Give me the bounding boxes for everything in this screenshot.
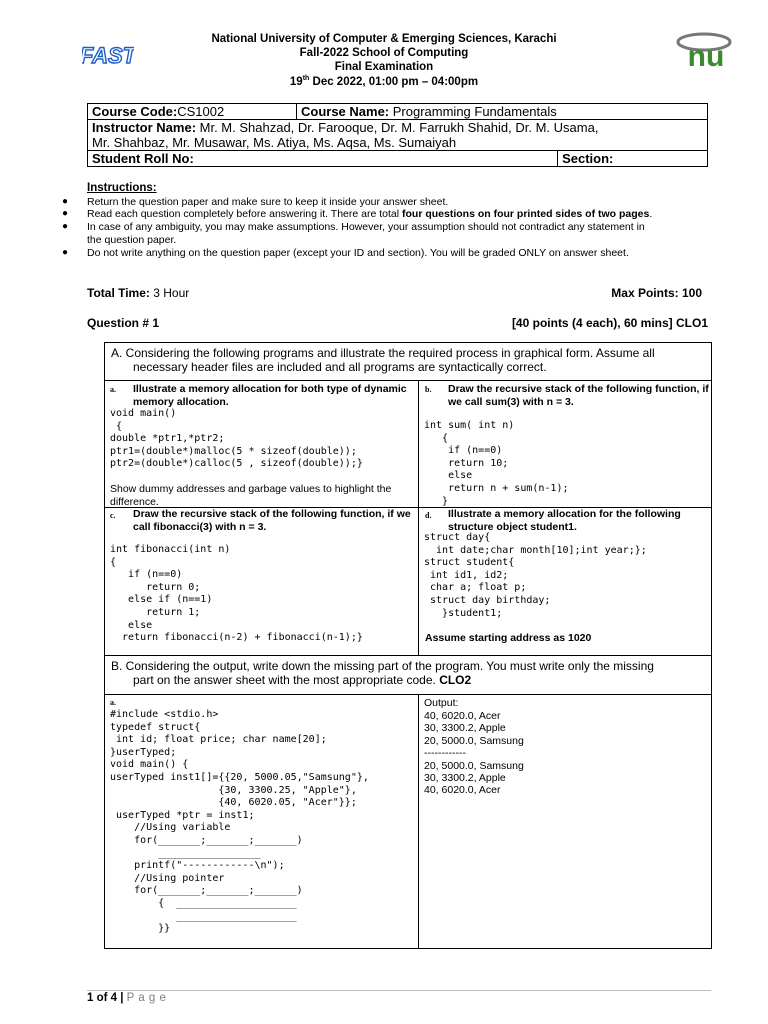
part-b-instruction: B. Considering the output, write down the missing part of the program. You must write only the missing [111,659,654,673]
instruction-item-cont: the question paper. [87,234,177,246]
instructor-names: Mr. M. Shahzad, Dr. Farooque, Dr. M. Farrukh Shahid, Dr. M. Usama, [196,120,599,135]
part-a-instruction: A. Considering the following programs and illustrate the required process in graphical form. Assume all [111,346,655,360]
item-d-code: struct day{ int date;char month[10];int year;}; struct student{ int id1, id2; char a; float p; struct day birthday; }student1; [424,532,647,619]
svg-text:nu: nu [687,40,725,72]
item-letter: c. [110,511,116,520]
bullet: ● [62,247,69,258]
item-c-code: int fibonacci(int n) { if (n==0) return 0; else if (n==1) return 1; else return fibonacci(n-2) + fibonacci(n-1);} [110,544,363,644]
part-a-instruction-cont: necessary header files are included and all programs are syntactically correct. [133,360,547,374]
exam-title: Final Examination [334,61,434,73]
bullet: ● [62,196,69,207]
instruction-item: Do not write anything on the question paper (except your ID and section). You will be graded ONLY on answer sheet. [87,247,629,259]
item-a-code: void main() { double *ptr1,*ptr2; ptr1=(double*)malloc(5 * sizeof(double)); ptr2=(double*)calloc(5 , sizeof(double));} [110,408,363,470]
divider [418,380,419,656]
semester: Fall-2022 School of Computing [299,47,469,59]
svg-text:FAST: FAST [82,43,134,68]
divider [104,380,712,381]
item-d-note: Assume starting address as 1020 [425,632,592,644]
part-b-instruction-cont: part on the answer sheet with the most appropriate code. CLO2 [133,673,472,687]
item-b-title: Draw the recursive stack of the following function, if we call sum(3) with n = 3. [448,383,709,408]
question-title: Question # 1 [87,316,160,330]
item-c-title: Draw the recursive stack of the following function, if we call fibonacci(3) with n = 3. [133,508,411,533]
item-d-title: Illustrate a memory allocation for the following structure object student1. [448,508,681,533]
instruction-item: In case of any ambiguity, you may make assumptions. However, your assumption should not contradict any statement in [87,221,645,233]
output-text: 40, 6020.0, Acer 30, 3300.2, Apple 20, 5000.0, Samsung ------------ 20, 5000.0, Samsung 30, 3300.2, Apple 40, 6020.0, Acer [424,710,524,797]
divider [418,694,419,948]
bullet: ● [62,208,69,219]
instruction-item: Read each question completely before answering it. There are total four questions on four printed sides of two pages. [87,208,653,220]
course-name: Programming Fundamentals [389,104,557,119]
instruction-item: Return the question paper and make sure to keep it inside your answer sheet. [87,196,449,208]
course-info-table [87,103,708,167]
instructor-names-cont: Mr. Shahbaz, Mr. Musawar, Ms. Atiya, Ms. Aqsa, Ms. Sumaiyah [92,135,457,150]
divider [104,655,712,656]
course-code-label: Course Code: [92,104,178,119]
item-a-title: Illustrate a memory allocation for both type of dynamic memory allocation. [133,383,407,408]
course-code: CS1002 [177,104,225,119]
item-letter: b. [425,385,432,394]
roll-no-label: Student Roll No: [92,151,194,166]
item-letter: a. [110,698,116,707]
item-a-note: Show dummy addresses and garbage values to highlight the difference. [110,483,392,508]
item-b-code: int sum( int n) { if (n==0) return 10; else return n + sum(n-1); } [424,420,569,507]
item-e-code: #include <stdio.h> typedef struct{ int id; float price; char name[20]; }userTyped; void main() { userTyped inst1[]={{20, 5000.05,"Samsung"}, {30, 3300.25, "Apple"}, {40, 6020.05, "Acer"}}; userTyped *ptr = inst1; //Using variable for(_______;_______;_______) _________________ printf("------------\n"); //Using pointer for(_______;_______;_______) { ____________________ ____________________ }} [110,709,369,935]
instructions-title: Instructions: [87,182,157,194]
max-points: Max Points: 100 [611,286,702,300]
page-footer: 1 of 4 | P a g e [87,992,167,1004]
exam-date: 19th Dec 2022, 01:00 pm – 04:00pm [289,75,479,88]
item-letter: a. [110,385,116,394]
bullet: ● [62,221,69,232]
footer-rule [87,990,711,991]
instructor-label: Instructor Name: [92,120,197,135]
university-name: National University of Computer & Emerging Sciences, Karachi [211,33,557,45]
total-time: Total Time: 3 Hour [87,286,190,300]
course-name-label: Course Name: [301,104,390,119]
output-label: Output: [424,697,459,709]
item-letter: d. [425,511,432,520]
divider [104,694,712,695]
question-meta: [40 points (4 each), 60 mins] CLO1 [511,316,708,330]
section-label: Section: [562,151,614,166]
